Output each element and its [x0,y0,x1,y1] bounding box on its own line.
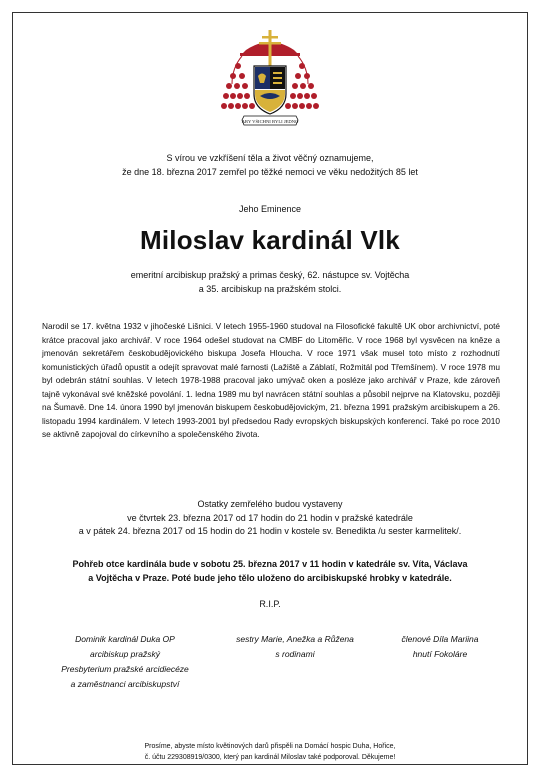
biography [42,320,500,442]
biography-text: Narodil se 17. května 1932 v jihočeské Lišnici. V letech 1955-1960 studoval na Filosofické fakultě UK obor archivnictví, poté krátce pracoval jako archivář. V roce 1964 odešel studovat na CMBF do Litoměřic. V roce 1968 byl vysvěcen na kněze a jmenován sekretářem českobudějovického biskupa Josefa Hloucha. V roce 1971 však musel toto místo z rozhodnutí komunistických úřadů opustit a odejít spravovat malé farnosti (Lažiště a Záblatí, Rožmitál pod Třemšínem). V roce 1978 mu byl odebrán státní souhlas. V letech 1978-1988 pracoval jako umývač oken a posléze jako archivář v Praze, kde zároveň tajně vykonával své kněžské povolání. 1. ledna 1989 mu byl navrácen státní souhlas a působil nejprve na Klatovsku, později na Šumavě. Dne 14. února 1990 byl jmenován biskupem českobudějovickým, 21. března 1991 pražským arcibiskupem a 26. listopadu 1994 kardinálem. V letech 1993-2001 byl předsedou Rady evropských biskupských konferencí. Také po roce 2010 se aktivně zapojoval do církevního a společenského života. [42,321,500,439]
deceased-name: Miloslav kardinál Vlk [140,225,400,255]
titles-line-2: a 35. arcibiskup na pražském stolci. [198,283,342,294]
mourner-line: arcibiskup pražský [90,649,160,659]
donation-footer [0,741,540,763]
mourner-group-family [225,632,365,692]
heraldic-shield-icon [254,66,286,114]
footer-line-1: Prosíme, abyste místo květinových darů přispěli na Domácí hospic Duha, Hořice, [144,743,396,750]
mourner-line: Presbyterium pražské arcidiecéze [61,664,189,674]
exposition-line-3: a v pátek 24. března 2017 od 15 hodin do 21 hodin v kostele sv. Benedikta /u sester karmelitek/. [78,526,462,536]
motto-scroll [242,116,299,125]
intro-line-1: S vírou ve vzkříšení těla a život věčný oznamujeme, [166,153,374,163]
funeral-notice [0,557,540,585]
mourner-line: sestry Marie, Anežka a Růžena [236,634,354,644]
deceased-titles [0,269,540,296]
exposition-line-2: ve čtvrtek 23. března 2017 od 17 hodin do 21 hodin v pražské katedrále [127,512,413,523]
funeral-line-1: Pohřeb otce kardinála bude v sobotu 25. března 2017 v 11 hodin v katedrále sv. Víta, Václava [72,559,468,569]
mourner-line: hnutí Fokoláre [412,649,468,659]
footer-line-2: č. účtu 229308919/0300, který pan kardinál Miloslav také podporoval. Děkujeme! [144,754,396,761]
mourner-line: s rodinami [275,649,315,659]
mourner-group-archdiocese [40,632,210,692]
mourner-group-focolare [380,632,500,692]
intro-line-2: že dne 18. března 2017 zemřel po těžké nemoci ve věku nedožitých 85 let [122,166,418,177]
announcement-intro [0,152,540,179]
mourner-line: a zaměstnanci arcibiskupství [70,679,180,689]
exposition-notice [0,498,540,539]
cardinal-coat-of-arms [218,28,322,132]
rip-text: R.I.P. [259,599,281,609]
exposition-line-1: Ostatky zemřelého budou vystaveny [197,499,343,509]
honorific: Jeho Eminence [238,204,302,214]
motto-text: ABY VŠICHNI BYLI JEDNO [241,118,299,124]
mourners-list [40,632,500,692]
funeral-line-2: a Vojtěcha v Praze. Poté bude jeho tělo uloženo do arcibiskupské hrobky v katedrále. [88,573,452,583]
mourner-line: Dominik kardinál Duka OP [75,634,175,644]
titles-line-1: emeritní arcibiskup pražský a primas český, 62. nástupce sv. Vojtěcha [130,270,410,280]
mourner-line: členové Díla Mariina [401,634,479,644]
